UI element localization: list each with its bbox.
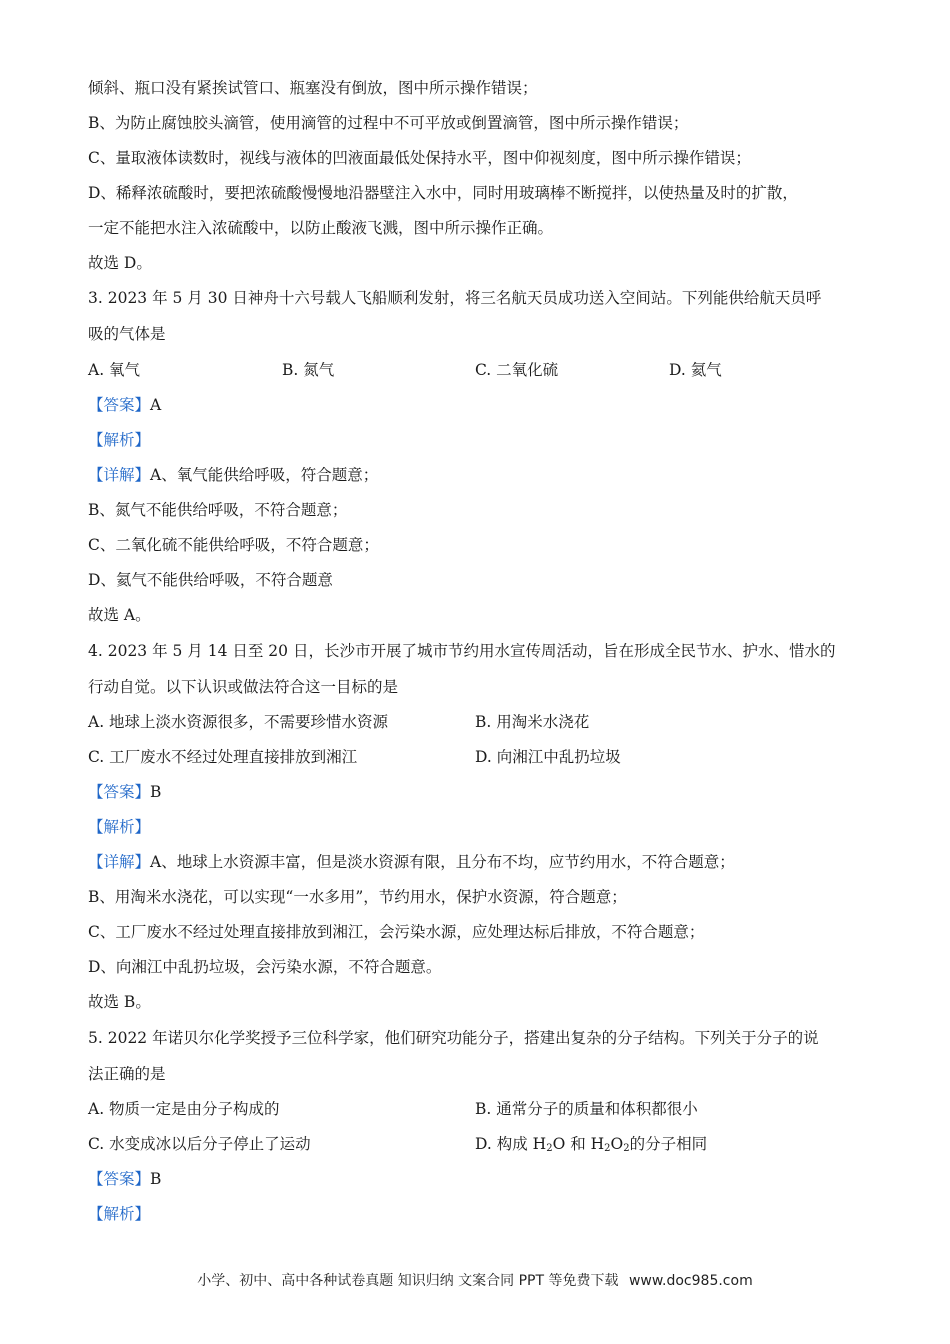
option-d-text: O bbox=[610, 1135, 624, 1153]
question-4-option-b: B. 用淘米水浇花 bbox=[475, 713, 590, 731]
text-line: 故选 D。 bbox=[88, 254, 152, 272]
question-3-option-d: D. 氦气 bbox=[669, 361, 722, 379]
answer-value: B bbox=[150, 783, 162, 801]
detail-text: A、氧气能供给呼吸，符合题意； bbox=[150, 466, 379, 484]
analysis-tag: 【解析】 bbox=[88, 818, 151, 836]
text-line: 故选 B。 bbox=[88, 993, 151, 1011]
subscript: 2 bbox=[546, 1143, 553, 1154]
text-line: C、工厂废水不经过处理直接排放到湘江，会污染水源，应处理达标后排放，不符合题意； bbox=[88, 923, 705, 941]
text-line: D、稀释浓硫酸时，要把浓硫酸慢慢地沿器壁注入水中，同时用玻璃棒不断搅拌，以使热量及时的扩散， bbox=[88, 184, 798, 202]
question-5-option-d bbox=[475, 1134, 707, 1154]
text-line: C、二氧化硫不能供给呼吸，不符合题意； bbox=[88, 536, 379, 554]
question-4-answer bbox=[88, 782, 161, 802]
subscript: 2 bbox=[623, 1143, 630, 1154]
answer-value: B bbox=[150, 1170, 162, 1188]
question-4-stem: 4. 2023 年 5 月 14 日至 20 日，长沙市开展了城市节约用水宣传周活动，旨在形成全民节水、护水、惜水的 bbox=[88, 642, 836, 660]
question-5-answer bbox=[88, 1169, 161, 1189]
question-5-option-c: C. 水变成冰以后分子停止了运动 bbox=[88, 1135, 311, 1153]
text-line: C、量取液体读数时，视线与液体的凹液面最低处保持水平，图中仰视刻度，图中所示操作错误； bbox=[88, 149, 751, 167]
question-4-detail bbox=[88, 852, 735, 872]
answer-value: A bbox=[150, 396, 162, 414]
page-footer bbox=[0, 1270, 950, 1290]
option-d-text: O 和 H bbox=[552, 1135, 605, 1153]
answer-tag: 【答案】 bbox=[88, 1170, 151, 1188]
detail-text: A、地球上水资源丰富，但是淡水资源有限，且分布不均，应节约用水，不符合题意； bbox=[150, 853, 735, 871]
analysis-tag: 【解析】 bbox=[88, 1205, 151, 1223]
text-line: 倾斜、瓶口没有紧挨试管口、瓶塞没有倒放，图中所示操作错误； bbox=[88, 79, 538, 97]
text-line: B、氮气不能供给呼吸，不符合题意； bbox=[88, 501, 348, 519]
question-5-option-a: A. 物质一定是由分子构成的 bbox=[88, 1100, 280, 1118]
question-4-option-d: D. 向湘江中乱扔垃圾 bbox=[475, 748, 621, 766]
question-3-detail bbox=[88, 465, 378, 485]
answer-tag: 【答案】 bbox=[88, 396, 151, 414]
footer-link[interactable]: www.doc985.com bbox=[628, 1273, 753, 1289]
question-3-option-b: B. 氮气 bbox=[282, 361, 335, 379]
question-4-option-c: C. 工厂废水不经过处理直接排放到湘江 bbox=[88, 748, 358, 766]
text-line: 故选 A。 bbox=[88, 606, 151, 624]
detail-tag: 【详解】 bbox=[88, 466, 151, 484]
text-line: B、为防止腐蚀胶头滴管，使用滴管的过程中不可平放或倒置滴管，图中所示操作错误； bbox=[88, 114, 689, 132]
question-3-stem: 吸的气体是 bbox=[88, 325, 166, 343]
footer-text: 小学、初中、高中各种试卷真题 知识归纳 文案合同 PPT 等免费下载 bbox=[197, 1273, 619, 1289]
text-line: 一定不能把水注入浓硫酸中，以防止酸液飞溅，图中所示操作正确。 bbox=[88, 219, 554, 237]
subscript: 2 bbox=[604, 1143, 611, 1154]
analysis-tag: 【解析】 bbox=[88, 431, 151, 449]
detail-tag: 【详解】 bbox=[88, 853, 151, 871]
question-3-option-c: C. 二氧化硫 bbox=[475, 361, 559, 379]
question-5-option-b: B. 通常分子的质量和体积都很小 bbox=[475, 1100, 698, 1118]
question-5-stem: 法正确的是 bbox=[88, 1065, 166, 1083]
text-line: D、氦气不能供给呼吸，不符合题意 bbox=[88, 571, 333, 589]
text-line: D、向湘江中乱扔垃圾，会污染水源，不符合题意。 bbox=[88, 958, 442, 976]
option-d-text: D. 构成 H bbox=[475, 1135, 547, 1153]
text-line: B、用淘米水浇花，可以实现“一水多用”，节约用水，保护水资源，符合题意； bbox=[88, 888, 627, 906]
question-4-stem: 行动自觉。以下认识或做法符合这一目标的是 bbox=[88, 678, 399, 696]
answer-tag: 【答案】 bbox=[88, 783, 151, 801]
question-4-option-a: A. 地球上淡水资源很多，不需要珍惜水资源 bbox=[88, 713, 389, 731]
option-d-text: 的分子相同 bbox=[629, 1135, 708, 1153]
question-3-answer bbox=[88, 395, 161, 415]
question-3-stem: 3. 2023 年 5 月 30 日神舟十六号载人飞船顺利发射，将三名航天员成功送入空间站。下列能供给航天员呼 bbox=[88, 289, 822, 307]
question-5-stem: 5. 2022 年诺贝尔化学奖授予三位科学家，他们研究功能分子，搭建出复杂的分子结构。下列关于分子的说 bbox=[88, 1029, 819, 1047]
question-3-option-a: A. 氧气 bbox=[88, 361, 141, 379]
